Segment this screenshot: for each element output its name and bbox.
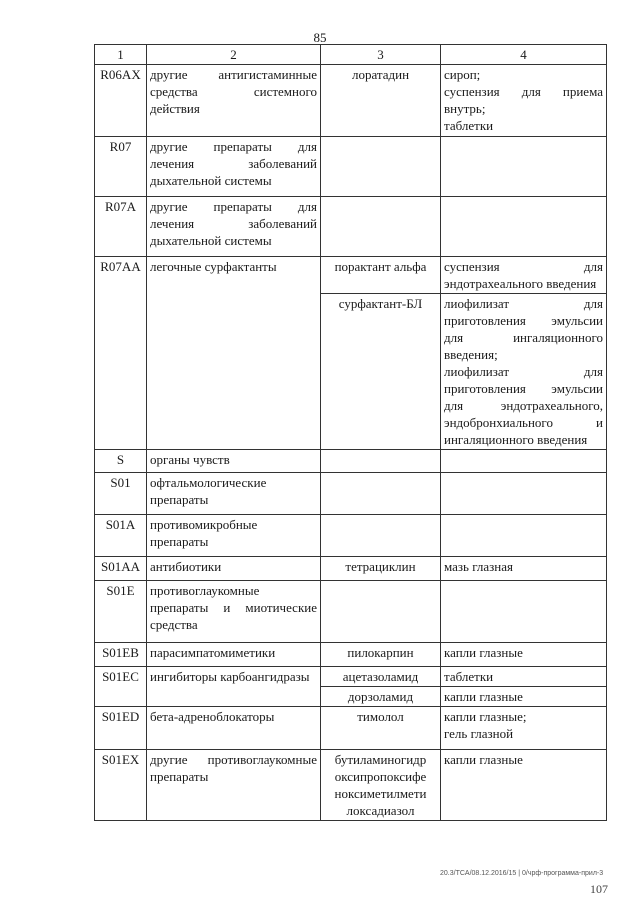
group-name-cell: антибиотики [147, 557, 321, 581]
dosage-form-cell [441, 473, 607, 515]
dosage-form-line: сироп; [444, 67, 481, 82]
dosage-form-line: капли глазные [444, 689, 523, 704]
drug-name-cell: дорзоламид [321, 687, 441, 707]
header-cell: 4 [441, 45, 607, 65]
drug-name-cell: порактант альфа [321, 257, 441, 294]
dosage-form-line: лиофилизат для приготовления эмульсии для ингаляционного введения; [444, 296, 603, 362]
drug-name-cell: сурфактант-БЛ [321, 294, 441, 450]
atc-code-cell: S [95, 450, 147, 473]
dosage-form-cell [441, 687, 607, 707]
atc-code-cell: S01EB [95, 643, 147, 667]
table-row [95, 450, 607, 473]
dosage-form-line: суспензия для эндотрахеального введения [444, 259, 603, 291]
dosage-form-cell [441, 667, 607, 687]
table-row [95, 515, 607, 557]
dosage-form-cell [441, 257, 607, 294]
drug-name-cell: ацетазоламид [321, 667, 441, 687]
atc-code-cell: S01EX [95, 750, 147, 821]
dosage-form-cell [441, 65, 607, 137]
group-name-cell: парасимпатомиметики [147, 643, 321, 667]
atc-code-cell: R07A [95, 197, 147, 257]
dosage-form-cell [441, 750, 607, 821]
drug-name: бутиламиногидроксипропоксифеноксиметилметилоксадиазол [334, 752, 427, 818]
atc-code-cell: R07AA [95, 257, 147, 450]
drug-name-cell: пилокарпин [321, 643, 441, 667]
drug-name-cell [321, 581, 441, 643]
group-name-cell: другие антигистаминные средства системного действия [147, 65, 321, 137]
drug-table [94, 44, 607, 821]
group-name-cell: легочные сурфактанты [147, 257, 321, 450]
dosage-form-line: гель глазной [444, 726, 514, 741]
page-stamp: 107 [590, 882, 608, 896]
atc-code-cell: S01A [95, 515, 147, 557]
table-row [95, 750, 607, 821]
dosage-form-line: таблетки [444, 118, 494, 133]
table-row [95, 707, 607, 750]
table-row [95, 257, 607, 294]
dosage-form-cell [441, 557, 607, 581]
header-cell: 3 [321, 45, 441, 65]
dosage-form-cell [441, 515, 607, 557]
page-number: 85 [313, 30, 327, 45]
table-row [95, 581, 607, 643]
drug-name-cell: лоратадин [321, 65, 441, 137]
table-row [95, 557, 607, 581]
dosage-form-cell [441, 643, 607, 667]
dosage-form-line: капли глазные [444, 752, 523, 767]
drug-name-cell [321, 515, 441, 557]
group-name-cell: офтальмологические препараты [147, 473, 321, 515]
group-name-cell: противомикробные препараты [147, 515, 321, 557]
table-row [95, 197, 607, 257]
drug-name-cell [321, 750, 441, 821]
footer-reference: 20.3/TCA/08.12.2016/15 | 0/чрф-программа-прил-3 [440, 870, 604, 877]
table-row [95, 137, 607, 197]
atc-code-cell: S01 [95, 473, 147, 515]
table-row [95, 643, 607, 667]
dosage-form-cell [441, 137, 607, 197]
atc-code-cell: S01E [95, 581, 147, 643]
group-name-cell: противоглаукомные препараты и миотические средства [147, 581, 321, 643]
dosage-form-cell [441, 581, 607, 643]
table-row [95, 473, 607, 515]
dosage-form-cell [441, 450, 607, 473]
dosage-form-line: мазь глазная [444, 559, 513, 574]
group-name-cell: другие противоглаукомные препараты [147, 750, 321, 821]
group-name-cell: бета-адреноблокаторы [147, 707, 321, 750]
table-row [95, 667, 607, 687]
dosage-form-cell [441, 707, 607, 750]
group-name-cell: другие препараты для лечения заболеваний дыхательной системы [147, 197, 321, 257]
dosage-form-line: таблетки [444, 669, 494, 684]
drug-name-cell: тетрациклин [321, 557, 441, 581]
dosage-form-line: капли глазные [444, 645, 523, 660]
drug-name-cell [321, 137, 441, 197]
atc-code-cell: S01EC [95, 667, 147, 707]
atc-code-cell: R06AX [95, 65, 147, 137]
group-name-cell: другие препараты для лечения заболеваний дыхательной системы [147, 137, 321, 197]
header-row [95, 45, 607, 65]
dosage-form-cell [441, 294, 607, 450]
atc-code-cell: S01ED [95, 707, 147, 750]
dosage-form-cell [441, 197, 607, 257]
drug-name-cell: тимолол [321, 707, 441, 750]
dosage-form-line: капли глазные; [444, 709, 527, 724]
dosage-form-line: суспензия для приема внутрь; [444, 84, 603, 116]
table-row [95, 65, 607, 137]
group-name-cell: органы чувств [147, 450, 321, 473]
header-cell: 1 [95, 45, 147, 65]
atc-code-cell: R07 [95, 137, 147, 197]
drug-name-cell [321, 450, 441, 473]
atc-code-cell: S01AA [95, 557, 147, 581]
dosage-form-line: лиофилизат для приготовления эмульсии для эндотрахеального, эндобронхиального и ингаляционного введения [444, 364, 603, 447]
drug-name-cell [321, 473, 441, 515]
drug-name-cell [321, 197, 441, 257]
group-name-cell: ингибиторы карбоангидразы [147, 667, 321, 707]
header-cell: 2 [147, 45, 321, 65]
